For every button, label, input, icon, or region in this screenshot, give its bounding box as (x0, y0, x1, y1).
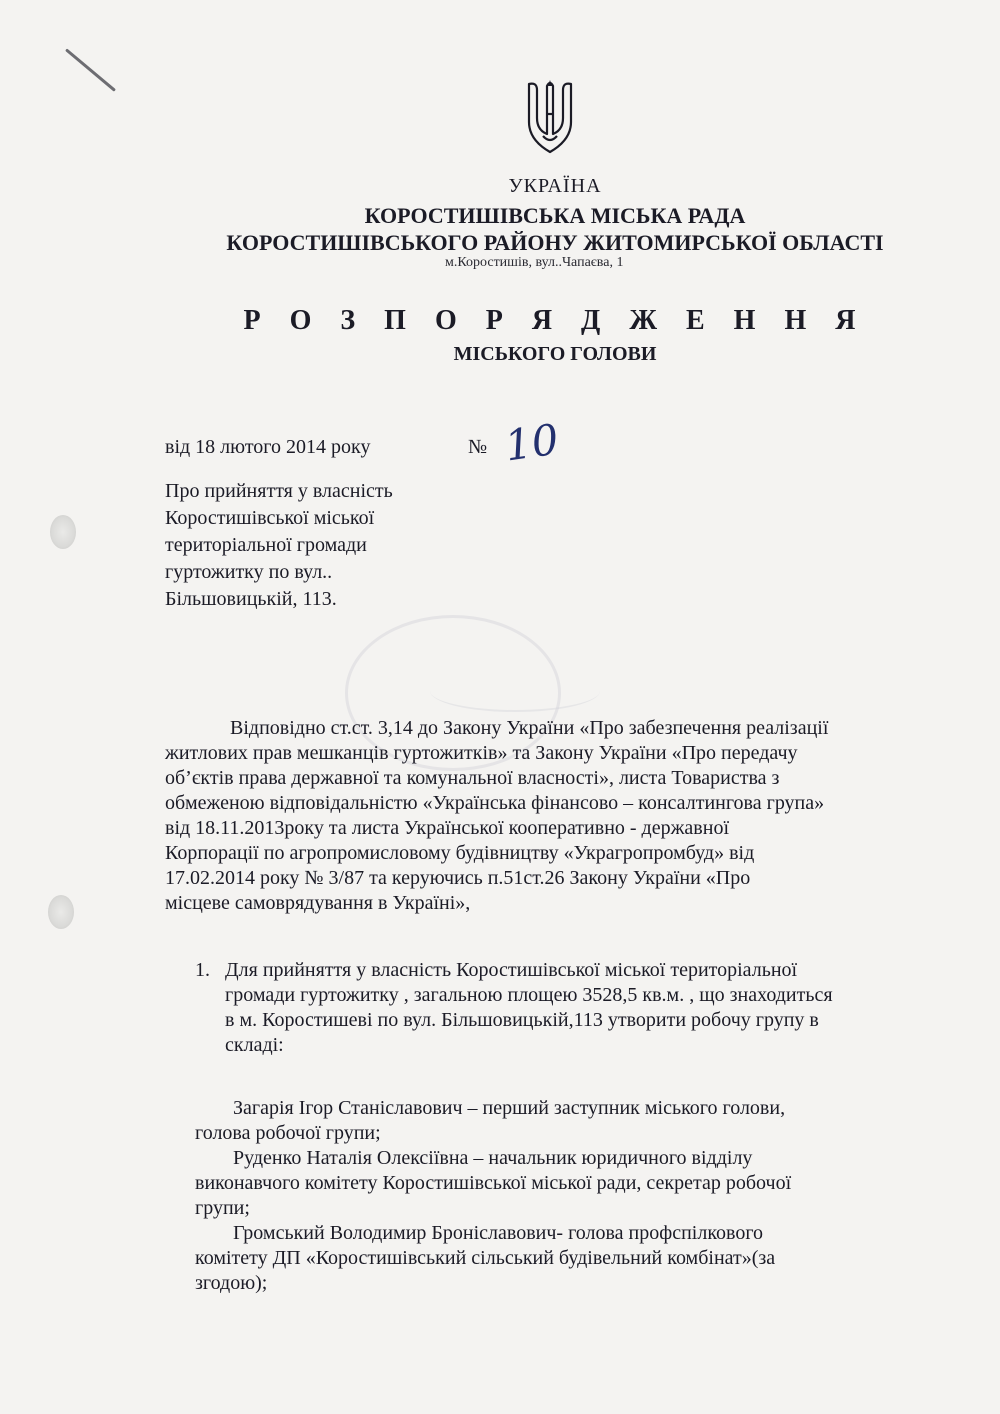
item-line: Для прийняття у власність Коростишівської міської територіальної (225, 959, 798, 981)
subject-line: Про прийняття у власність (165, 480, 393, 502)
punch-hole (48, 895, 74, 929)
member-line: групи; (195, 1197, 250, 1219)
preamble-line: Відповідно ст.ст. 3,14 до Закону України «Про забезпечення реалізації (230, 717, 829, 739)
item-number: 1. (195, 959, 210, 981)
member-line: голова робочої групи; (195, 1122, 381, 1144)
item-line: складі: (225, 1034, 284, 1056)
document-date: від 18 лютого 2014 року (165, 436, 371, 458)
document-number-label: № (468, 436, 488, 458)
punch-hole (50, 515, 76, 549)
document-subject (165, 478, 505, 613)
preamble-line: від 18.11.2013року та листа Української кооперативно - державної (165, 817, 730, 839)
member-line: згодою); (195, 1272, 268, 1294)
document-type: Р О З П О Р Я Д Ж Е Н Н Я (243, 305, 867, 336)
member-line: комітету ДП «Коростишівський сільський будівельний комбінат»(за (195, 1247, 776, 1269)
staple-mark (65, 48, 116, 91)
member-line: виконавчого комітету Коростишівської міської ради, секретар робочої (195, 1172, 792, 1194)
preamble-line: місцеве самоврядування в Україні», (165, 892, 471, 914)
member-line: Загарія Ігор Станіславович – перший заступник міського голови, (233, 1097, 786, 1119)
district-name: КОРОСТИШІВСЬКОГО РАЙОНУ ЖИТОМИРСЬКОЇ ОБЛАСТІ (226, 230, 884, 255)
council-address: м.Коростишів, вул..Чапаєва, 1 (445, 255, 624, 270)
preamble-line: житлових прав мешканців гуртожитків» та Закону України «Про передачу (165, 742, 798, 764)
preamble-line: 17.02.2014 року № 3/87 та керуючись п.51ст.26 Закону України «Про (165, 867, 751, 889)
subject-line: гуртожитку по вул.. (165, 561, 333, 583)
preamble-line: об’єктів права державної та комунальної власності», листа Товариства з (165, 767, 780, 789)
subject-line: Більшовицькій, 113. (165, 588, 337, 610)
document-number-handwritten: 10 (501, 414, 562, 471)
signature-show-through (430, 670, 600, 712)
item-line: в м. Коростишеві по вул. Більшовицькій,113 утворити робочу групу в (225, 1009, 819, 1031)
council-name: КОРОСТИШІВСЬКА МІСЬКА РАДА (364, 203, 746, 228)
preamble-paragraph (165, 716, 955, 916)
subject-line: Коростишівської міської (165, 507, 375, 529)
subject-line: територіальної громади (165, 534, 367, 556)
document-subtype: МІСЬКОГО ГОЛОВИ (453, 343, 657, 365)
preamble-line: Корпорації по агропромисловому будівництву «Украгропромбуд» від (165, 842, 755, 864)
working-group-members (195, 1096, 955, 1296)
item-line: громади гуртожитку , загальною площею 3528,5 кв.м. , що знаходиться (225, 984, 833, 1006)
member-line: Громський Володимир Броніславович- голова профспілкового (233, 1222, 764, 1244)
preamble-line: обмеженою відповідальністю «Українська фінансово – консалтингова група» (165, 792, 825, 814)
member-line: Руденко Наталія Олексіївна – начальник юридичного відділу (233, 1147, 753, 1169)
trident-emblem-icon (525, 78, 575, 156)
country-name: УКРАЇНА (508, 175, 602, 197)
